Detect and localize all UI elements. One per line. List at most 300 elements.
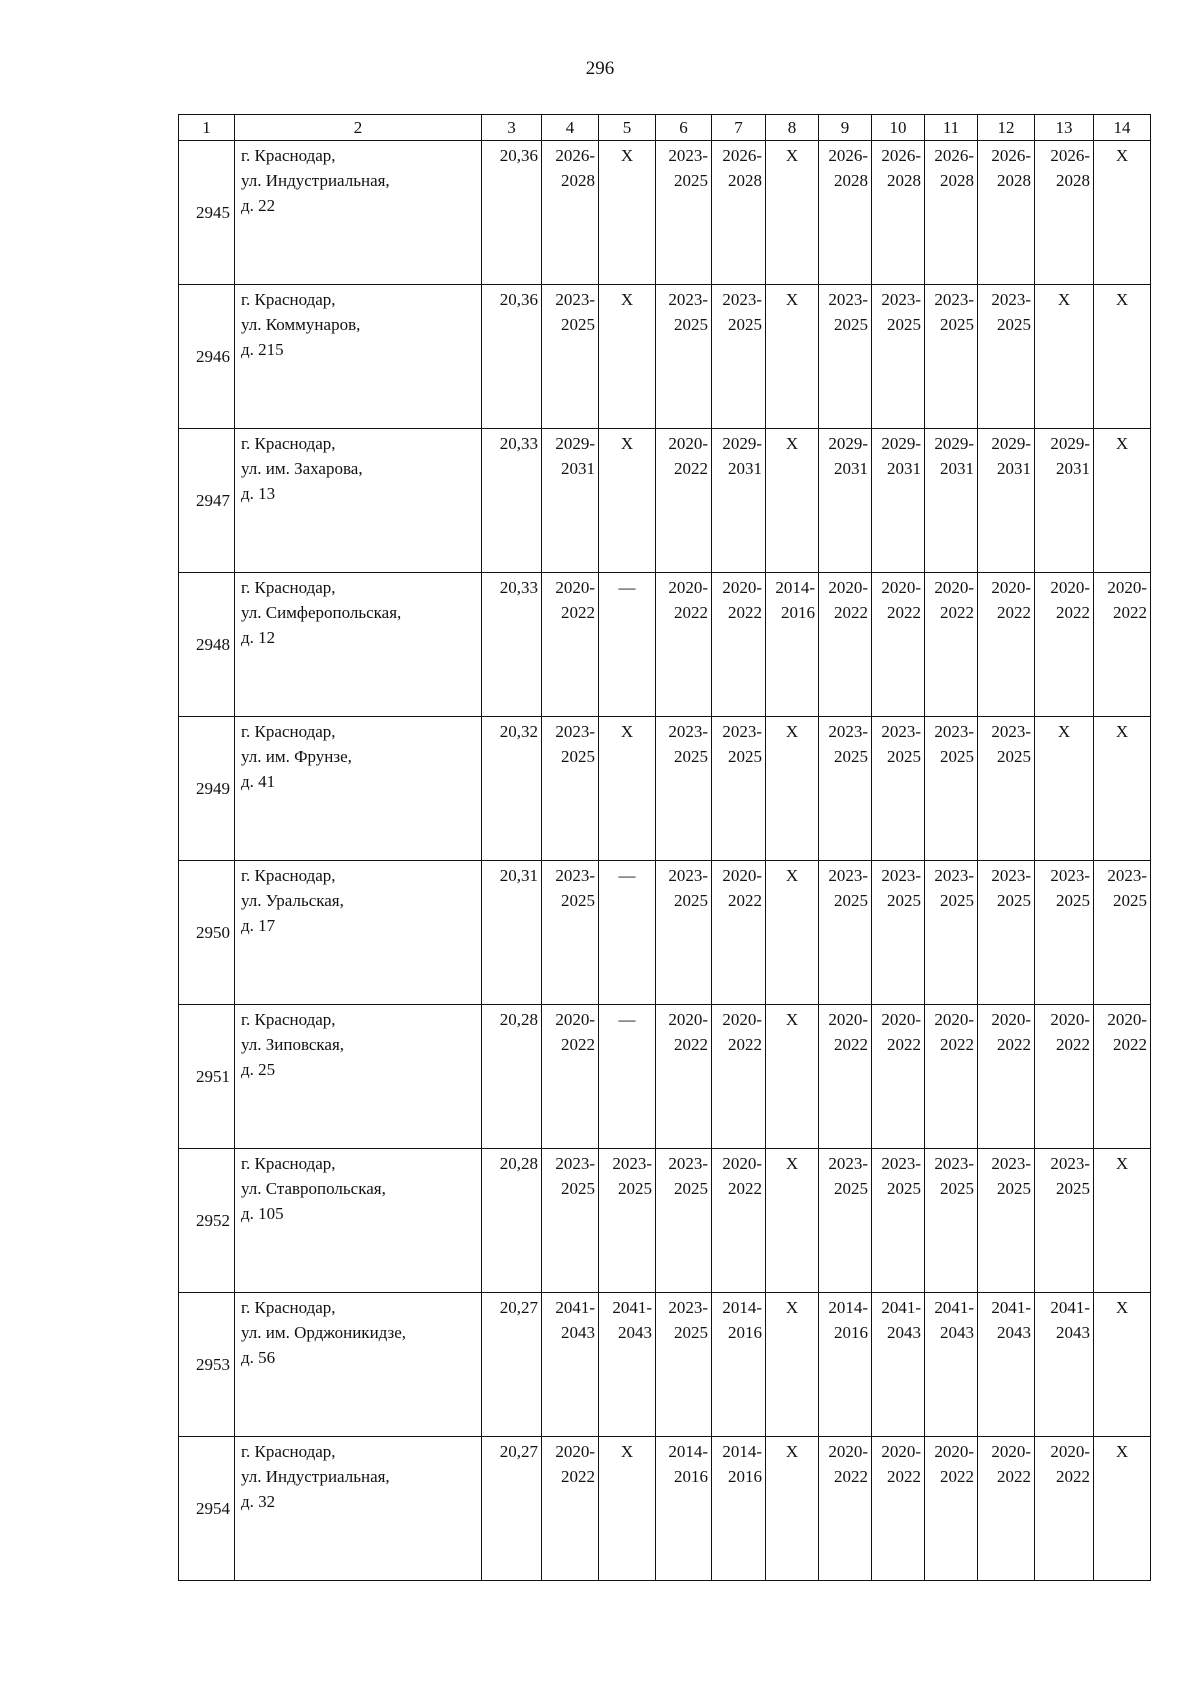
period-line: 2022 — [1056, 1035, 1090, 1054]
period-line: 2020- — [722, 1010, 762, 1029]
period-line: 2022 — [940, 603, 974, 622]
address-line: ул. им. Орджоникидзе, — [241, 1323, 407, 1342]
period-line: 2016 — [834, 1323, 868, 1342]
period-line: 2028 — [834, 171, 868, 190]
period-line: 2022 — [834, 603, 868, 622]
period-cell — [712, 1293, 766, 1437]
period-cell — [1094, 1149, 1151, 1293]
period-line: 2025 — [674, 1179, 708, 1198]
period-cell — [978, 1293, 1035, 1437]
period-line: 2031 — [834, 459, 868, 478]
period-line: 2025 — [834, 891, 868, 910]
period-cell — [712, 285, 766, 429]
period-line: 2023- — [722, 722, 762, 741]
period-cell — [542, 861, 599, 1005]
period-cell — [925, 285, 978, 429]
period-line: 2020- — [722, 1154, 762, 1173]
period-line: 2022 — [728, 891, 762, 910]
table-row — [179, 1005, 1151, 1149]
row-number: 2953 — [179, 1293, 235, 1437]
period-line: 2022 — [1056, 1467, 1090, 1486]
period-line: 2025 — [834, 315, 868, 334]
period-cell — [819, 141, 872, 285]
column-header: 14 — [1094, 115, 1151, 141]
period-line: 2025 — [674, 315, 708, 334]
header-row — [179, 115, 1151, 141]
address-line: г. Краснодар, — [241, 722, 336, 741]
period-line: 2020- — [828, 1442, 868, 1461]
period-cell — [599, 285, 656, 429]
period-line: X — [1115, 1154, 1129, 1173]
period-line: 2022 — [940, 1467, 974, 1486]
address-line: г. Краснодар, — [241, 1154, 336, 1173]
period-line: 2031 — [940, 459, 974, 478]
period-line: X — [785, 1298, 799, 1317]
period-line: — — [618, 1010, 636, 1029]
period-line: 2028 — [561, 171, 595, 190]
period-line: X — [620, 722, 634, 741]
period-line: 2023- — [612, 1154, 652, 1173]
address-line: ул. Зиповская, — [241, 1035, 345, 1054]
address-line: д. 13 — [241, 484, 276, 503]
period-line: 2025 — [997, 747, 1031, 766]
period-cell — [712, 573, 766, 717]
period-cell — [599, 1149, 656, 1293]
period-line: 2023- — [828, 290, 868, 309]
period-cell — [978, 1437, 1035, 1581]
period-line: 2031 — [561, 459, 595, 478]
period-cell — [542, 141, 599, 285]
period-cell — [978, 429, 1035, 573]
period-cell — [819, 285, 872, 429]
address-cell — [235, 285, 482, 429]
period-line: X — [620, 1442, 634, 1461]
period-line: 2022 — [887, 1035, 921, 1054]
period-cell — [819, 1437, 872, 1581]
period-line: 2020- — [991, 1442, 1031, 1461]
period-cell — [656, 1437, 712, 1581]
period-line: 2023- — [934, 1154, 974, 1173]
value-cell: 20,36 — [482, 285, 542, 429]
period-line: 2025 — [728, 315, 762, 334]
address-line: г. Краснодар, — [241, 866, 336, 885]
period-cell — [872, 429, 925, 573]
period-line: X — [785, 866, 799, 885]
period-line: 2041- — [934, 1298, 974, 1317]
period-cell — [766, 1149, 819, 1293]
period-line: 2020- — [934, 578, 974, 597]
period-cell — [766, 285, 819, 429]
period-line: X — [620, 434, 634, 453]
period-cell — [925, 1293, 978, 1437]
period-line: 2022 — [674, 459, 708, 478]
period-cell — [1094, 717, 1151, 861]
period-line: 2026- — [1050, 146, 1090, 165]
period-line: 2014- — [828, 1298, 868, 1317]
period-line: 2041- — [612, 1298, 652, 1317]
period-line: 2025 — [887, 315, 921, 334]
period-cell — [542, 717, 599, 861]
period-line: 2020- — [1107, 578, 1147, 597]
period-cell — [872, 1005, 925, 1149]
period-cell — [925, 1005, 978, 1149]
period-cell — [819, 861, 872, 1005]
period-cell — [712, 141, 766, 285]
period-line: X — [620, 290, 634, 309]
period-line: 2023- — [934, 722, 974, 741]
period-cell — [872, 1437, 925, 1581]
column-header: 1 — [179, 115, 235, 141]
period-cell — [542, 1005, 599, 1149]
period-cell — [1035, 1149, 1094, 1293]
period-line: 2014- — [775, 578, 815, 597]
period-line: 2023- — [991, 722, 1031, 741]
period-cell — [712, 861, 766, 1005]
address-cell — [235, 1293, 482, 1437]
value-cell: 20,33 — [482, 573, 542, 717]
period-line: X — [785, 146, 799, 165]
row-number: 2951 — [179, 1005, 235, 1149]
period-cell — [542, 1293, 599, 1437]
period-line: — — [618, 578, 636, 597]
period-cell — [1094, 285, 1151, 429]
period-line: 2023- — [828, 1154, 868, 1173]
period-line: 2020- — [934, 1010, 974, 1029]
period-line: 2025 — [997, 315, 1031, 334]
period-cell — [925, 573, 978, 717]
period-line: 2023- — [722, 290, 762, 309]
register-table — [178, 114, 1151, 1581]
row-number: 2945 — [179, 141, 235, 285]
value-cell: 20,36 — [482, 141, 542, 285]
period-line: 2043 — [940, 1323, 974, 1342]
period-line: 2041- — [555, 1298, 595, 1317]
period-line: 2023- — [555, 290, 595, 309]
period-line: 2022 — [940, 1035, 974, 1054]
period-cell — [925, 1149, 978, 1293]
period-cell — [925, 861, 978, 1005]
address-line: д. 105 — [241, 1204, 284, 1223]
period-line: 2025 — [674, 1323, 708, 1342]
period-cell — [1094, 1437, 1151, 1581]
period-line: 2022 — [997, 603, 1031, 622]
period-cell — [1035, 1005, 1094, 1149]
period-line: 2020- — [722, 578, 762, 597]
table-row — [179, 717, 1151, 861]
period-line: 2014- — [668, 1442, 708, 1461]
period-cell — [712, 1437, 766, 1581]
period-line: 2025 — [997, 1179, 1031, 1198]
period-cell — [1035, 573, 1094, 717]
period-line: 2023- — [668, 290, 708, 309]
period-line: 2020- — [722, 866, 762, 885]
period-line: 2022 — [674, 603, 708, 622]
column-header: 13 — [1035, 115, 1094, 141]
period-line: 2031 — [887, 459, 921, 478]
period-cell — [1094, 861, 1151, 1005]
row-number: 2947 — [179, 429, 235, 573]
value-cell: 20,28 — [482, 1005, 542, 1149]
period-line: X — [785, 1442, 799, 1461]
period-cell — [712, 717, 766, 861]
address-line: ул. Симферопольская, — [241, 603, 402, 622]
period-cell — [872, 717, 925, 861]
period-line: 2022 — [561, 1035, 595, 1054]
value-cell: 20,27 — [482, 1437, 542, 1581]
period-cell — [978, 141, 1035, 285]
period-line: X — [1115, 722, 1129, 741]
period-line: 2022 — [1113, 1035, 1147, 1054]
period-cell — [542, 285, 599, 429]
period-line: 2043 — [561, 1323, 595, 1342]
address-line: г. Краснодар, — [241, 578, 336, 597]
period-line: X — [1057, 722, 1071, 741]
value-cell: 20,32 — [482, 717, 542, 861]
period-line: 2025 — [618, 1179, 652, 1198]
period-line: 2029- — [722, 434, 762, 453]
period-line: 2020- — [555, 1010, 595, 1029]
period-line: 2031 — [997, 459, 1031, 478]
period-line: 2025 — [887, 1179, 921, 1198]
address-line: д. 32 — [241, 1492, 276, 1511]
period-line: 2025 — [561, 747, 595, 766]
period-line: 2043 — [618, 1323, 652, 1342]
period-line: X — [1115, 1442, 1129, 1461]
row-number: 2949 — [179, 717, 235, 861]
period-line: 2020- — [881, 1442, 921, 1461]
period-line: 2028 — [997, 171, 1031, 190]
period-line: 2026- — [934, 146, 974, 165]
period-line: 2023- — [881, 1154, 921, 1173]
period-line: 2016 — [728, 1467, 762, 1486]
period-line: 2020- — [668, 578, 708, 597]
period-line: X — [1115, 434, 1129, 453]
period-line: 2022 — [997, 1035, 1031, 1054]
period-cell — [872, 861, 925, 1005]
column-header: 2 — [235, 115, 482, 141]
period-cell — [542, 1437, 599, 1581]
address-line: ул. Коммунаров, — [241, 315, 361, 334]
table-body — [179, 141, 1151, 1581]
address-line: ул. Индустриальная, — [241, 1467, 390, 1486]
row-number: 2952 — [179, 1149, 235, 1293]
period-line: 2020- — [1050, 578, 1090, 597]
period-cell — [872, 141, 925, 285]
period-cell — [656, 861, 712, 1005]
period-cell — [599, 1437, 656, 1581]
period-cell — [656, 1005, 712, 1149]
period-line: 2029- — [1050, 434, 1090, 453]
period-cell — [766, 861, 819, 1005]
period-cell — [819, 1005, 872, 1149]
period-line: 2025 — [940, 315, 974, 334]
period-line: 2029- — [934, 434, 974, 453]
period-cell — [712, 1005, 766, 1149]
period-cell — [1035, 1437, 1094, 1581]
period-cell — [766, 141, 819, 285]
period-line: 2028 — [728, 171, 762, 190]
period-line: 2041- — [881, 1298, 921, 1317]
value-cell: 20,31 — [482, 861, 542, 1005]
period-line: 2022 — [561, 1467, 595, 1486]
period-cell — [1094, 573, 1151, 717]
row-number: 2948 — [179, 573, 235, 717]
period-cell — [978, 1005, 1035, 1149]
address-line: г. Краснодар, — [241, 146, 336, 165]
period-line: 2022 — [1113, 603, 1147, 622]
period-line: 2025 — [1056, 891, 1090, 910]
period-line: 2028 — [1056, 171, 1090, 190]
period-cell — [712, 429, 766, 573]
column-header: 12 — [978, 115, 1035, 141]
period-cell — [766, 717, 819, 861]
period-cell — [599, 1005, 656, 1149]
address-line: ул. им. Фрунзе, — [241, 747, 352, 766]
period-cell — [599, 861, 656, 1005]
address-line: ул. им. Захарова, — [241, 459, 363, 478]
table-row — [179, 573, 1151, 717]
address-cell — [235, 573, 482, 717]
period-cell — [766, 1437, 819, 1581]
period-line: 2023- — [828, 722, 868, 741]
period-line: 2023- — [934, 866, 974, 885]
period-cell — [1035, 1293, 1094, 1437]
address-line: д. 12 — [241, 628, 276, 647]
address-line: д. 215 — [241, 340, 284, 359]
period-line: 2022 — [887, 1467, 921, 1486]
period-line: 2023- — [991, 866, 1031, 885]
period-line: 2020- — [828, 1010, 868, 1029]
period-line: 2029- — [555, 434, 595, 453]
period-line: 2026- — [722, 146, 762, 165]
period-line: X — [785, 290, 799, 309]
period-line: 2023- — [881, 722, 921, 741]
address-line: г. Краснодар, — [241, 290, 336, 309]
address-line: г. Краснодар, — [241, 1442, 336, 1461]
period-cell — [766, 1293, 819, 1437]
period-line: 2031 — [728, 459, 762, 478]
period-cell — [656, 717, 712, 861]
period-line: X — [785, 1154, 799, 1173]
period-cell — [656, 1293, 712, 1437]
period-line: 2023- — [668, 722, 708, 741]
period-cell — [925, 429, 978, 573]
period-line: 2025 — [674, 171, 708, 190]
address-line: г. Краснодар, — [241, 1010, 336, 1029]
period-cell — [766, 429, 819, 573]
address-line: ул. Уральская, — [241, 891, 344, 910]
period-cell — [599, 573, 656, 717]
period-line: 2025 — [940, 1179, 974, 1198]
period-line: 2023- — [881, 290, 921, 309]
period-line: 2020- — [881, 578, 921, 597]
address-cell — [235, 1005, 482, 1149]
column-header: 4 — [542, 115, 599, 141]
period-cell — [599, 141, 656, 285]
column-header: 8 — [766, 115, 819, 141]
period-line: 2041- — [1050, 1298, 1090, 1317]
period-line: 2025 — [674, 747, 708, 766]
period-line: 2026- — [828, 146, 868, 165]
period-line: 2020- — [668, 1010, 708, 1029]
period-line: 2022 — [674, 1035, 708, 1054]
period-cell — [542, 573, 599, 717]
period-cell — [656, 285, 712, 429]
period-cell — [819, 1293, 872, 1437]
period-line: 2031 — [1056, 459, 1090, 478]
column-header: 6 — [656, 115, 712, 141]
period-line: 2025 — [940, 747, 974, 766]
period-line: 2041- — [991, 1298, 1031, 1317]
period-line: 2016 — [781, 603, 815, 622]
period-line: 2025 — [561, 891, 595, 910]
period-line: 2020- — [881, 1010, 921, 1029]
address-cell — [235, 141, 482, 285]
page-number: 296 — [585, 58, 615, 79]
period-cell — [1035, 861, 1094, 1005]
period-line: 2022 — [834, 1035, 868, 1054]
period-line: 2023- — [991, 290, 1031, 309]
period-line: 2025 — [1113, 891, 1147, 910]
address-cell — [235, 429, 482, 573]
row-number: 2946 — [179, 285, 235, 429]
column-header: 7 — [712, 115, 766, 141]
period-line: 2025 — [887, 891, 921, 910]
address-line: д. 41 — [241, 772, 276, 791]
period-cell — [819, 573, 872, 717]
period-cell — [978, 285, 1035, 429]
value-cell: 20,27 — [482, 1293, 542, 1437]
period-line: 2023- — [668, 866, 708, 885]
period-cell — [925, 1437, 978, 1581]
period-line: 2025 — [887, 747, 921, 766]
table-row — [179, 1437, 1151, 1581]
period-line: 2022 — [561, 603, 595, 622]
period-line: 2022 — [728, 1035, 762, 1054]
period-cell — [656, 141, 712, 285]
period-line: 2022 — [728, 603, 762, 622]
period-line: 2023- — [828, 866, 868, 885]
period-cell — [1094, 1293, 1151, 1437]
period-line: 2016 — [674, 1467, 708, 1486]
period-line: 2029- — [881, 434, 921, 453]
period-cell — [1094, 429, 1151, 573]
period-line: 2020- — [1050, 1442, 1090, 1461]
period-line: 2022 — [997, 1467, 1031, 1486]
period-cell — [819, 1149, 872, 1293]
period-line: 2025 — [940, 891, 974, 910]
period-cell — [1035, 285, 1094, 429]
period-line: X — [1115, 146, 1129, 165]
period-line: 2028 — [887, 171, 921, 190]
period-cell — [1035, 429, 1094, 573]
period-cell — [978, 861, 1035, 1005]
period-line: 2020- — [668, 434, 708, 453]
period-cell — [712, 1149, 766, 1293]
period-line: 2023- — [1050, 866, 1090, 885]
period-line: 2025 — [1056, 1179, 1090, 1198]
period-line: 2028 — [940, 171, 974, 190]
row-number: 2950 — [179, 861, 235, 1005]
period-line: 2025 — [834, 747, 868, 766]
period-cell — [656, 429, 712, 573]
period-line: 2016 — [728, 1323, 762, 1342]
address-line: ул. Ставропольская, — [241, 1179, 386, 1198]
row-number: 2954 — [179, 1437, 235, 1581]
table-row — [179, 861, 1151, 1005]
period-line: 2023- — [934, 290, 974, 309]
column-header: 3 — [482, 115, 542, 141]
